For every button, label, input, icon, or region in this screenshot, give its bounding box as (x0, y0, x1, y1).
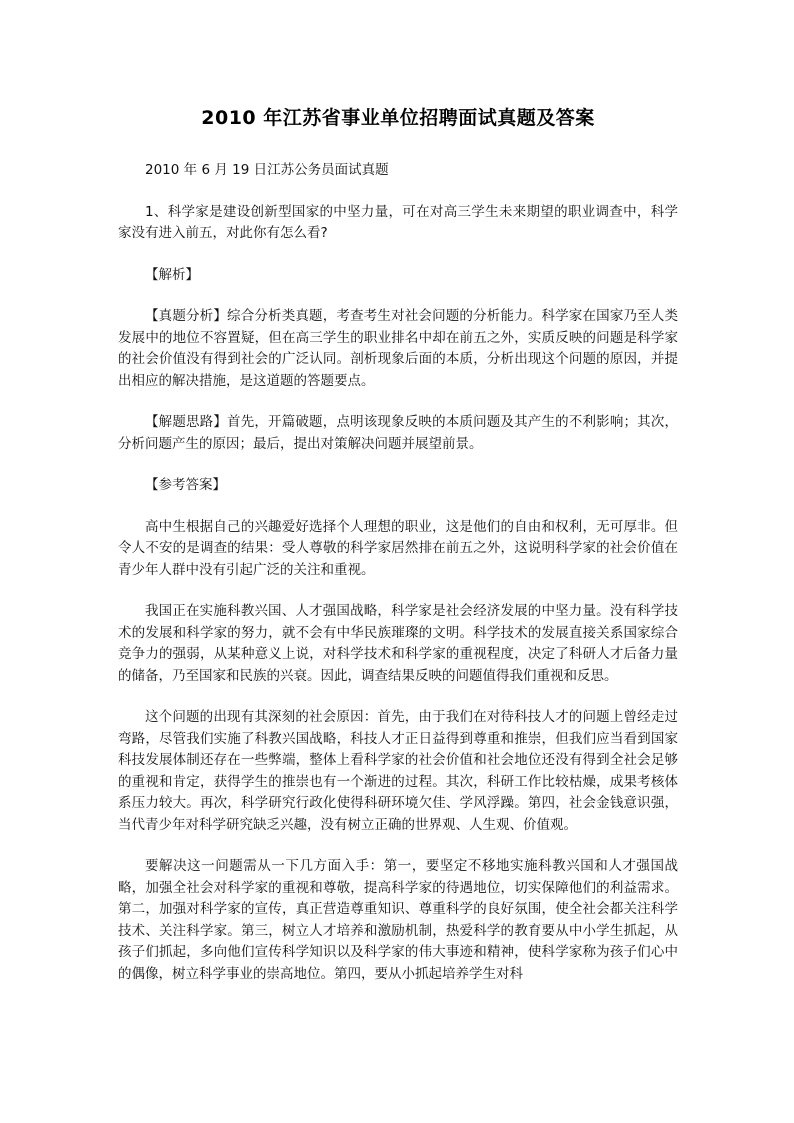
answer-paragraph-3: 这个问题的出现有其深刻的社会原因：首先，由于我们在对待科技人才的问题上曾经走过弯路，尽管我们实施了科教兴国战略，科技人才正日益得到尊重和推崇，但我们应当看到国家科技发展体制还存在一些弊端，整体上看科学家的社会价值和社会地位还没有得到全社会足够的重视和肯定，获得学生的推崇也有一个渐进的过程。其次，科研工作比较枯燥，成果考核体系压力较大。再次，科学研究行政化使得科研环境欠佳、学风浮躁。第四，社会金钱意识强，当代青少年对科学研究缺乏兴趣，没有树立正确的世界观、人生观、价值观。 (118, 709, 678, 833)
document-body (118, 104, 678, 1005)
analysis-paragraph: 【真题分析】综合分析类真题，考查考生对社会问题的分析能力。科学家在国家乃至人类发展中的地位不容置疑，但在高三学生的职业排名中却在前五之外，实质反映的问题是科学家的社会价值没有得到社会的广泛认同。剖析现象后面的本质，分析出现这个问题的原因，并提出相应的解决措施，是这道题的答题要点。 (118, 308, 678, 389)
answer-paragraph-1: 高中生根据自己的兴趣爱好选择个人理想的职业，这是他们的自由和权利，无可厚非。但令人不安的是调查的结果：受人尊敬的科学家居然排在前五之外，这说明科学家的社会价值在青少年人群中没有引起广泛的关注和重视。 (118, 518, 678, 578)
document-title: 2010 年江苏省事业单位招聘面试真题及答案 (201, 107, 595, 129)
answer-heading: 【参考答案】 (145, 477, 226, 493)
question-paragraph: 1、科学家是建设创新型国家的中坚力量，可在对高三学生未来期望的职业调查中，科学家没有进入前五，对此你有怎么看? (118, 203, 678, 241)
answer-paragraph-4: 要解决这一问题需从一下几方面入手：第一，要坚定不移地实施科教兴国和人才强国战略，加强全社会对科学家的重视和尊敬，提高科学家的待遇地位，切实保障他们的利益需求。第二，加强对科学家的宣传，真正营造尊重知识、尊重科学的良好氛围，使全社会都关注科学技术、关注科学家。第三，树立人才培养和激励机制，热爱科学的教育要从中小学生抓起，从孩子们抓起，多向他们宣传科学知识以及科学家的伟大事迹和精神，使科学家称为孩子们心中的偶像，树立科学事业的崇高地位。第四，要从小抓起培养学生对科 (118, 858, 678, 982)
approach-paragraph: 【解题思路】首先，开篇破题，点明该现象反映的本质问题及其产生的不利影响；其次，分析问题产生的原因；最后，提出对策解决问题并展望前景。 (118, 414, 678, 452)
date-line: 2010 年 6 月 19 日江苏公务员面试真题 (145, 162, 389, 178)
answer-paragraph-2: 我国正在实施科教兴国、人才强国战略，科学家是社会经济发展的中坚力量。没有科学技术的发展和科学家的努力，就不会有中华民族璀璨的文明。科学技术的发展直接关系国家综合竞争力的强弱，从某种意义上说，对科学技术和科学家的重视程度，决定了科研人才后备力量的储备，乃至国家和民族的兴衰。因此，调查结果反映的问题值得我们重视和反思。 (118, 603, 678, 684)
analysis-heading: 【解析】 (145, 266, 199, 283)
